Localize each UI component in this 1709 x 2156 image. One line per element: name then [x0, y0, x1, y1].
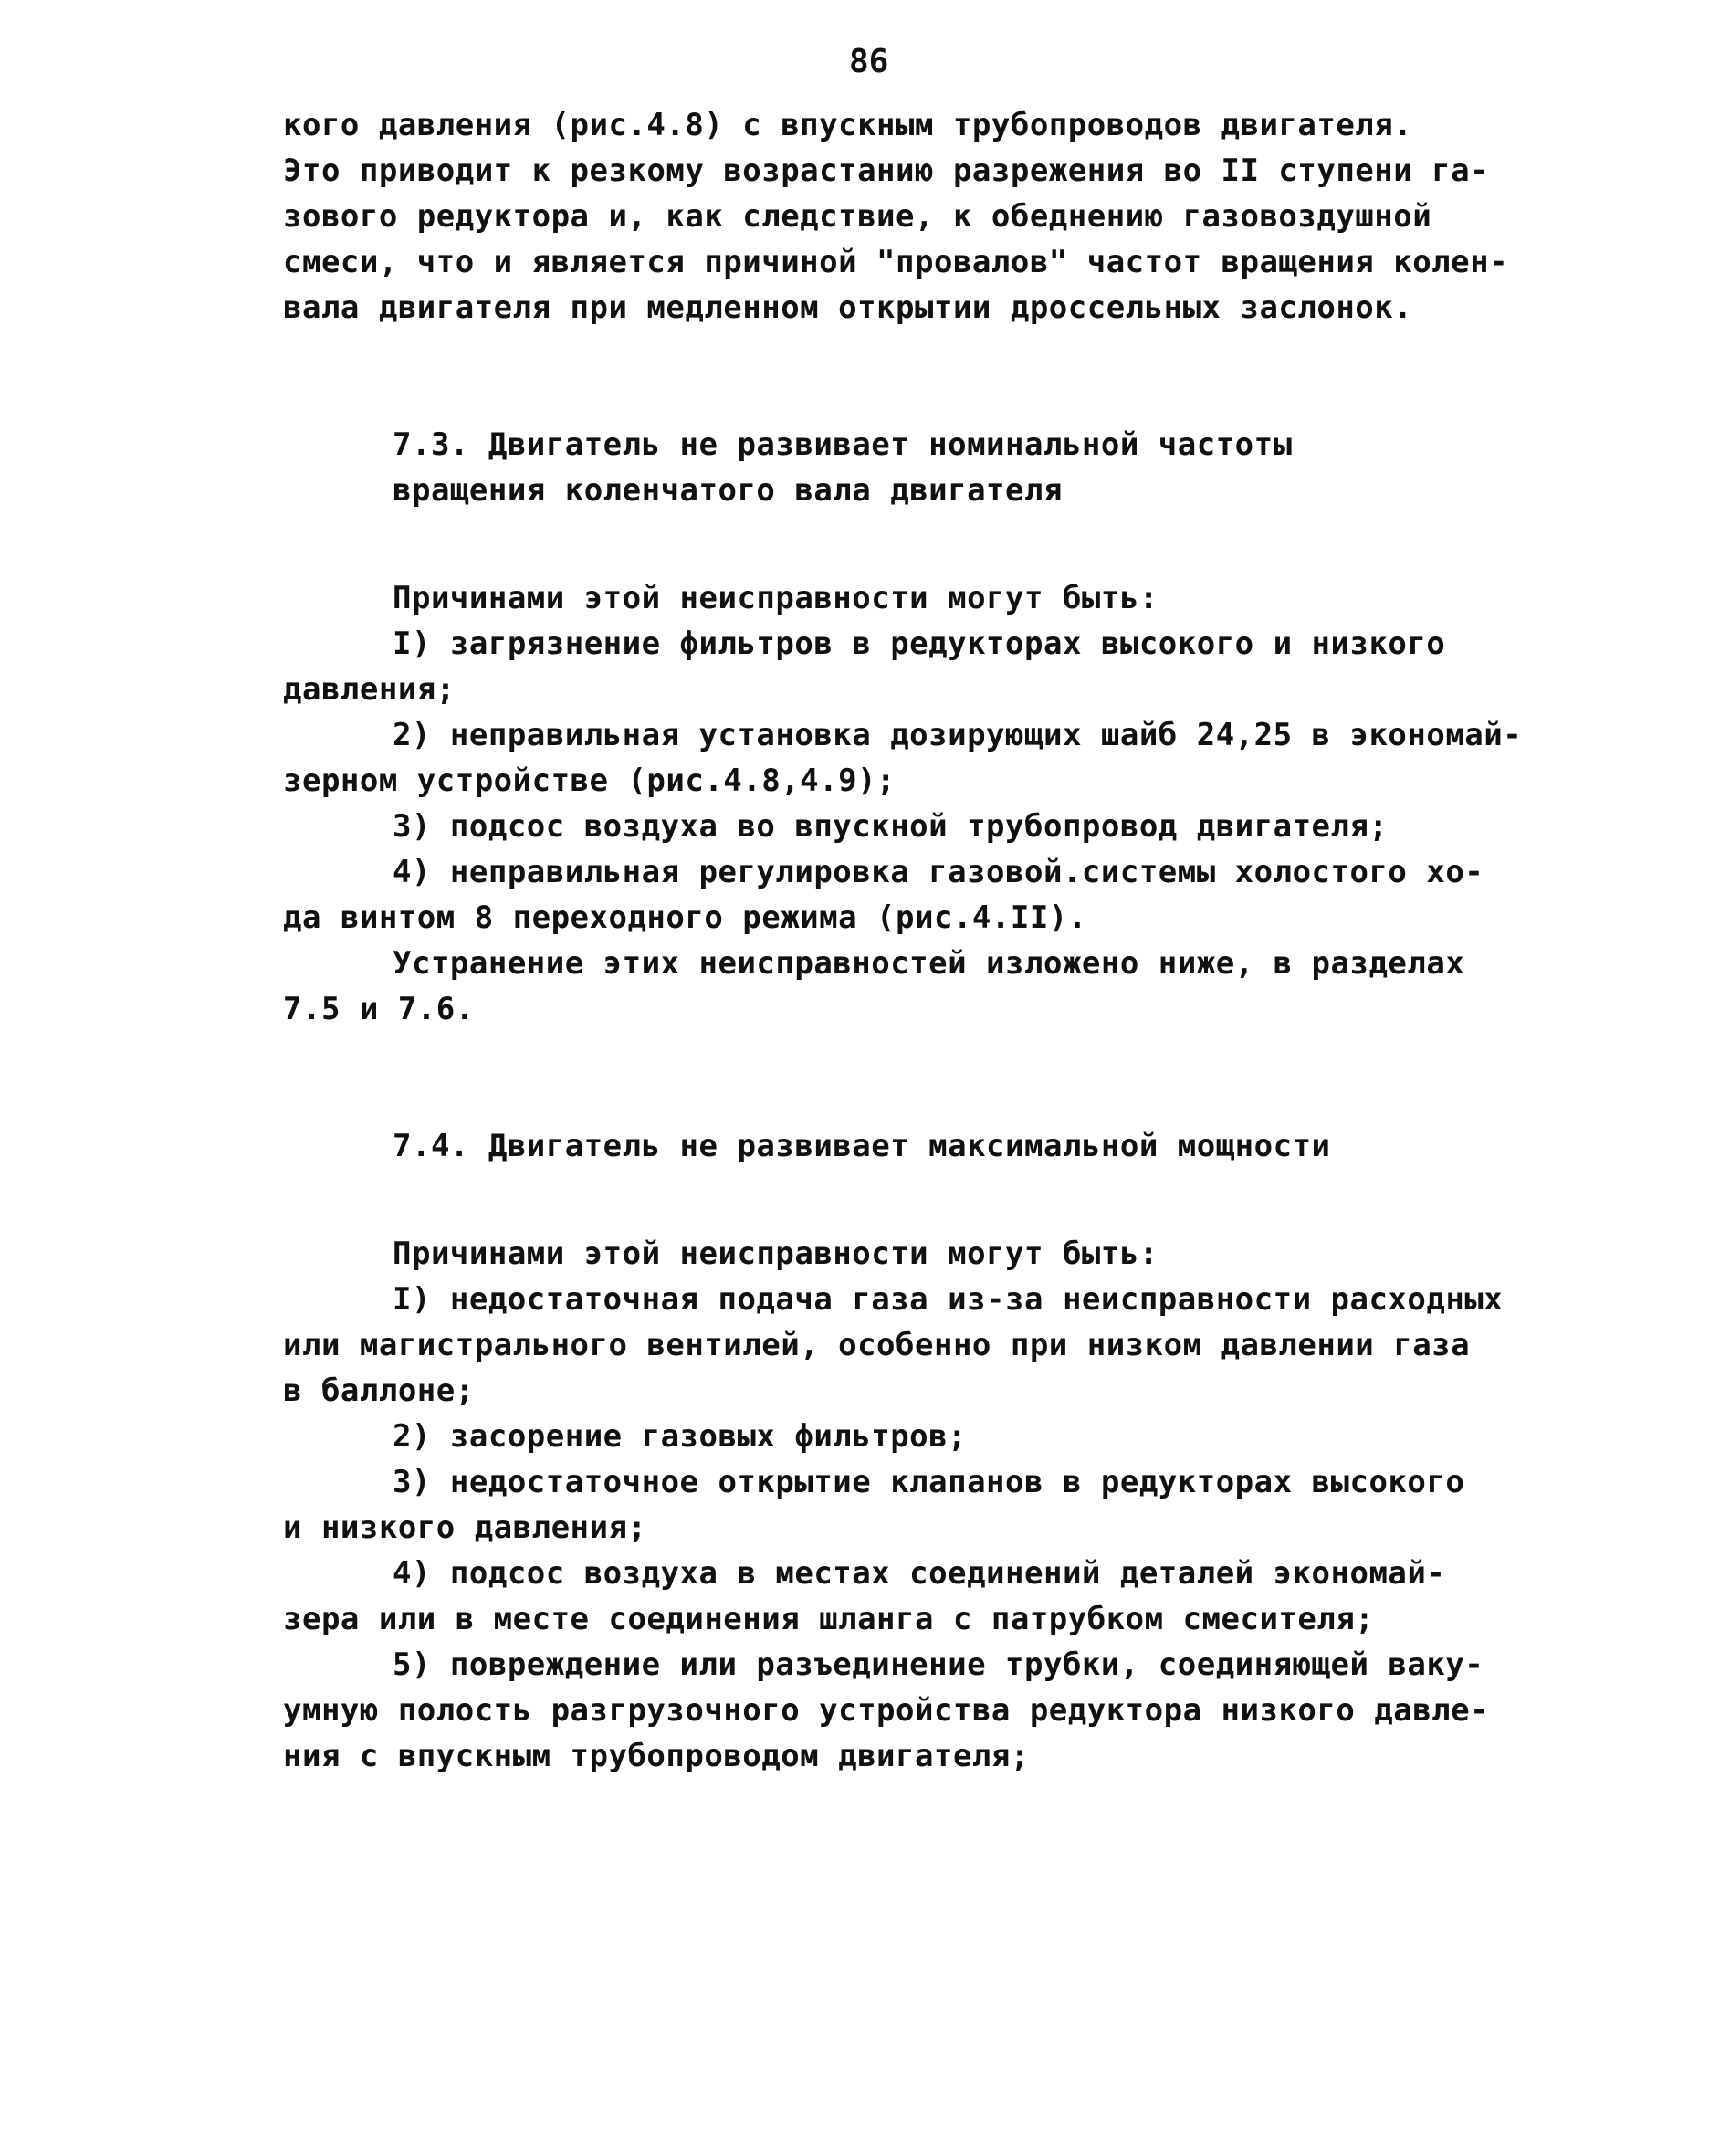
list-item — [283, 849, 1497, 941]
spacer — [283, 331, 1497, 422]
text-line: смеси, что и является причиной "провалов" частот вращения колен- — [283, 244, 1509, 280]
spacer — [283, 1032, 1497, 1123]
section-7-3 — [283, 422, 1523, 1032]
item-line: 2) засорение газовых фильтров; — [393, 1418, 968, 1455]
item-line: давления; — [283, 671, 456, 708]
section-note — [283, 941, 1497, 1032]
intro-paragraph — [283, 102, 1509, 331]
item-line: 5) повреждение или разъединение трубки, соединяющей ваку- — [393, 1646, 1484, 1683]
list-item — [283, 1459, 1497, 1551]
list-item — [283, 1642, 1497, 1779]
list-item — [283, 1551, 1497, 1642]
page-content — [283, 102, 1523, 1779]
section-lead: Причинами этой неисправности могут быть: — [393, 1236, 1159, 1272]
item-line: 3) подсос воздуха во впускной трубопровод двигателя; — [393, 808, 1389, 845]
list-item — [283, 1277, 1504, 1414]
list-item — [283, 1414, 1497, 1459]
list-item — [283, 804, 1497, 849]
section-heading — [393, 1123, 1497, 1169]
section-7-4 — [283, 1123, 1504, 1779]
item-line: I) недостаточная подача газа из-за неисправности расходных — [393, 1281, 1504, 1318]
item-line: или магистрального вентилей, особенно при низком давлении газа — [283, 1327, 1471, 1363]
heading-line: 7.3. Двигатель не развивает номинальной частоты — [393, 426, 1293, 463]
note-line: 7.5 и 7.6. — [283, 991, 475, 1027]
spacer — [283, 1169, 1497, 1231]
item-line: умную полость разгрузочного устройства редуктора низкого давле- — [283, 1692, 1490, 1729]
text-line: Это приводит к резкому возрастанию разрежения во II ступени га- — [283, 152, 1490, 189]
item-line: да винтом 8 переходного режима (рис.4.II). — [283, 899, 1087, 936]
item-line: зерном устройстве (рис.4.8,4.9); — [283, 762, 896, 799]
item-line: I) загрязнение фильтров в редукторах высокого и низкого — [393, 626, 1446, 662]
item-line: в баллоне; — [283, 1372, 475, 1409]
item-line: 3) недостаточное открытие клапанов в редукторах высокого — [393, 1464, 1465, 1500]
page-number: 86 — [849, 43, 889, 80]
item-line: зера или в месте соединения шланга с патрубком смесителя; — [283, 1601, 1375, 1637]
text-line: кого давления (рис.4.8) с впускным трубопроводов двигателя. — [283, 107, 1413, 143]
list-item — [283, 621, 1497, 712]
item-line: 4) подсос воздуха в местах соединений деталей экономай- — [393, 1555, 1446, 1592]
section-lead: Причинами этой неисправности могут быть: — [393, 580, 1159, 616]
note-line: Устранение этих неисправностей изложено ниже, в разделах — [393, 945, 1465, 982]
heading-line: 7.4. Двигатель не развивает максимальной мощности — [393, 1128, 1331, 1164]
heading-line: вращения коленчатого вала двигателя — [393, 472, 1063, 509]
item-line: 4) неправильная регулировка газовой.системы холостого хо- — [393, 854, 1484, 890]
item-line: 2) неправильная установка дозирующих шайб 24,25 в экономай- — [393, 717, 1523, 753]
text-line: зового редуктора и, как следствие, к обеднению газовоздушной — [283, 198, 1432, 235]
item-line: и низкого давления; — [283, 1509, 647, 1546]
list-item — [283, 712, 1523, 804]
text-line: вала двигателя при медленном открытии дроссельных заслонок. — [283, 289, 1413, 326]
item-line: ния с впускным трубопроводом двигателя; — [283, 1738, 1030, 1774]
spacer — [283, 513, 1497, 575]
section-heading — [393, 422, 1497, 513]
